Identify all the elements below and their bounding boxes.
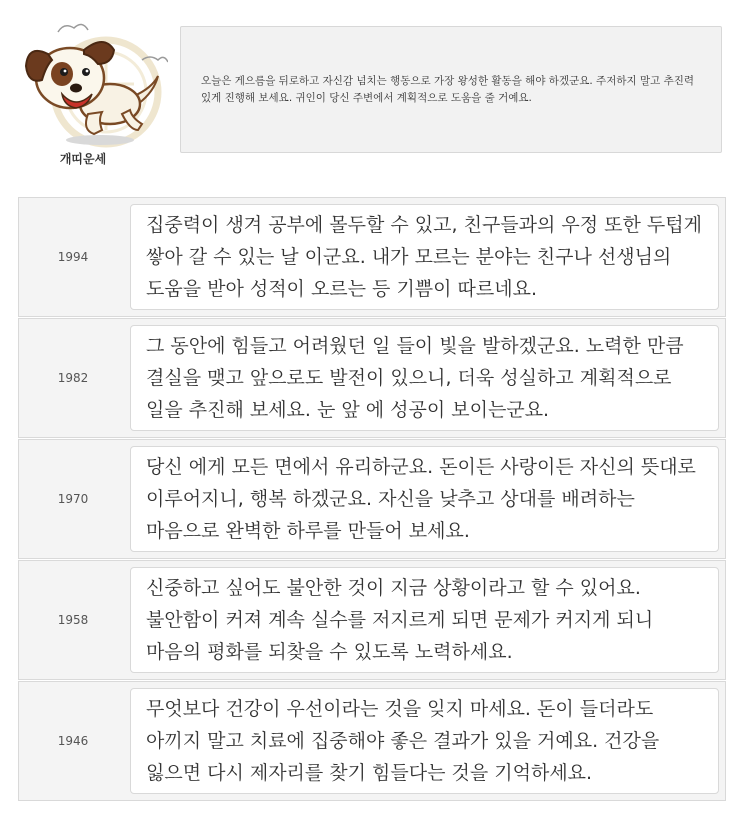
- year-row: [18, 560, 726, 680]
- year-fortune-text: 신중하고 싶어도 불안한 것이 지금 상황이라고 할 수 있어요. 불안함이 커져 계속 실수를 저지르게 되면 문제가 커지게 되니 마음의 평화를 되찾을 수 있도록 노력하세요.: [130, 567, 719, 673]
- year-label: 1970: [57, 492, 89, 506]
- year-fortune-table: [18, 197, 726, 802]
- year-fortune-text: 당신 에게 모든 면에서 유리하군요. 돈이든 사랑이든 자신의 뜻대로 이루어지니, 행복 하겠군요. 자신을 낮추고 상대를 배려하는 마음으로 완벽한 하루를 만들어 보세요.: [130, 446, 719, 552]
- daily-summary-box: [180, 26, 722, 153]
- year-fortune-text: 그 동안에 힘들고 어려웠던 일 들이 빛을 발하겠군요. 노력한 만큼 결실을 맺고 앞으로도 발전이 있으니, 더욱 성실하고 계획적으로 일을 추진해 보세요. 눈 앞 에 성공이 보이는군요.: [130, 325, 719, 431]
- year-label: 1946: [57, 734, 89, 748]
- year-row: [18, 681, 726, 801]
- daily-summary-text: 오늘은 게으름을 뒤로하고 자신감 넘치는 행동으로 가장 왕성한 활동을 해야 하겠군요. 주저하지 말고 추진력 있게 진행해 보세요. 귀인이 당신 주변에서 계획적으로 도움을 줄 거예요.: [201, 74, 695, 104]
- year-label: 1994: [57, 250, 89, 264]
- dog-mascot-icon: [18, 14, 168, 154]
- year-fortune-text: 집중력이 생겨 공부에 몰두할 수 있고, 친구들과의 우정 또한 두텁게 쌓아 갈 수 있는 날 이군요. 내가 모르는 분야는 친구나 선생님의 도움을 받아 성적이 오르는 등 기쁨이 따르네요.: [130, 204, 719, 310]
- dog-mascot: [18, 14, 168, 174]
- fortune-header: [0, 0, 750, 185]
- year-fortune-text: 무엇보다 건강이 우선이라는 것을 잊지 마세요. 돈이 들더라도 아끼지 말고 치료에 집중해야 좋은 결과가 있을 거예요. 건강을 잃으면 다시 제자리를 찾기 힘들다는 것을 기억하세요.: [130, 688, 719, 794]
- mascot-caption: 개띠운세: [59, 152, 107, 166]
- year-label: 1958: [57, 613, 89, 627]
- year-row: [18, 197, 726, 317]
- year-label: 1982: [57, 371, 89, 385]
- year-row: [18, 439, 726, 559]
- year-row: [18, 318, 726, 438]
